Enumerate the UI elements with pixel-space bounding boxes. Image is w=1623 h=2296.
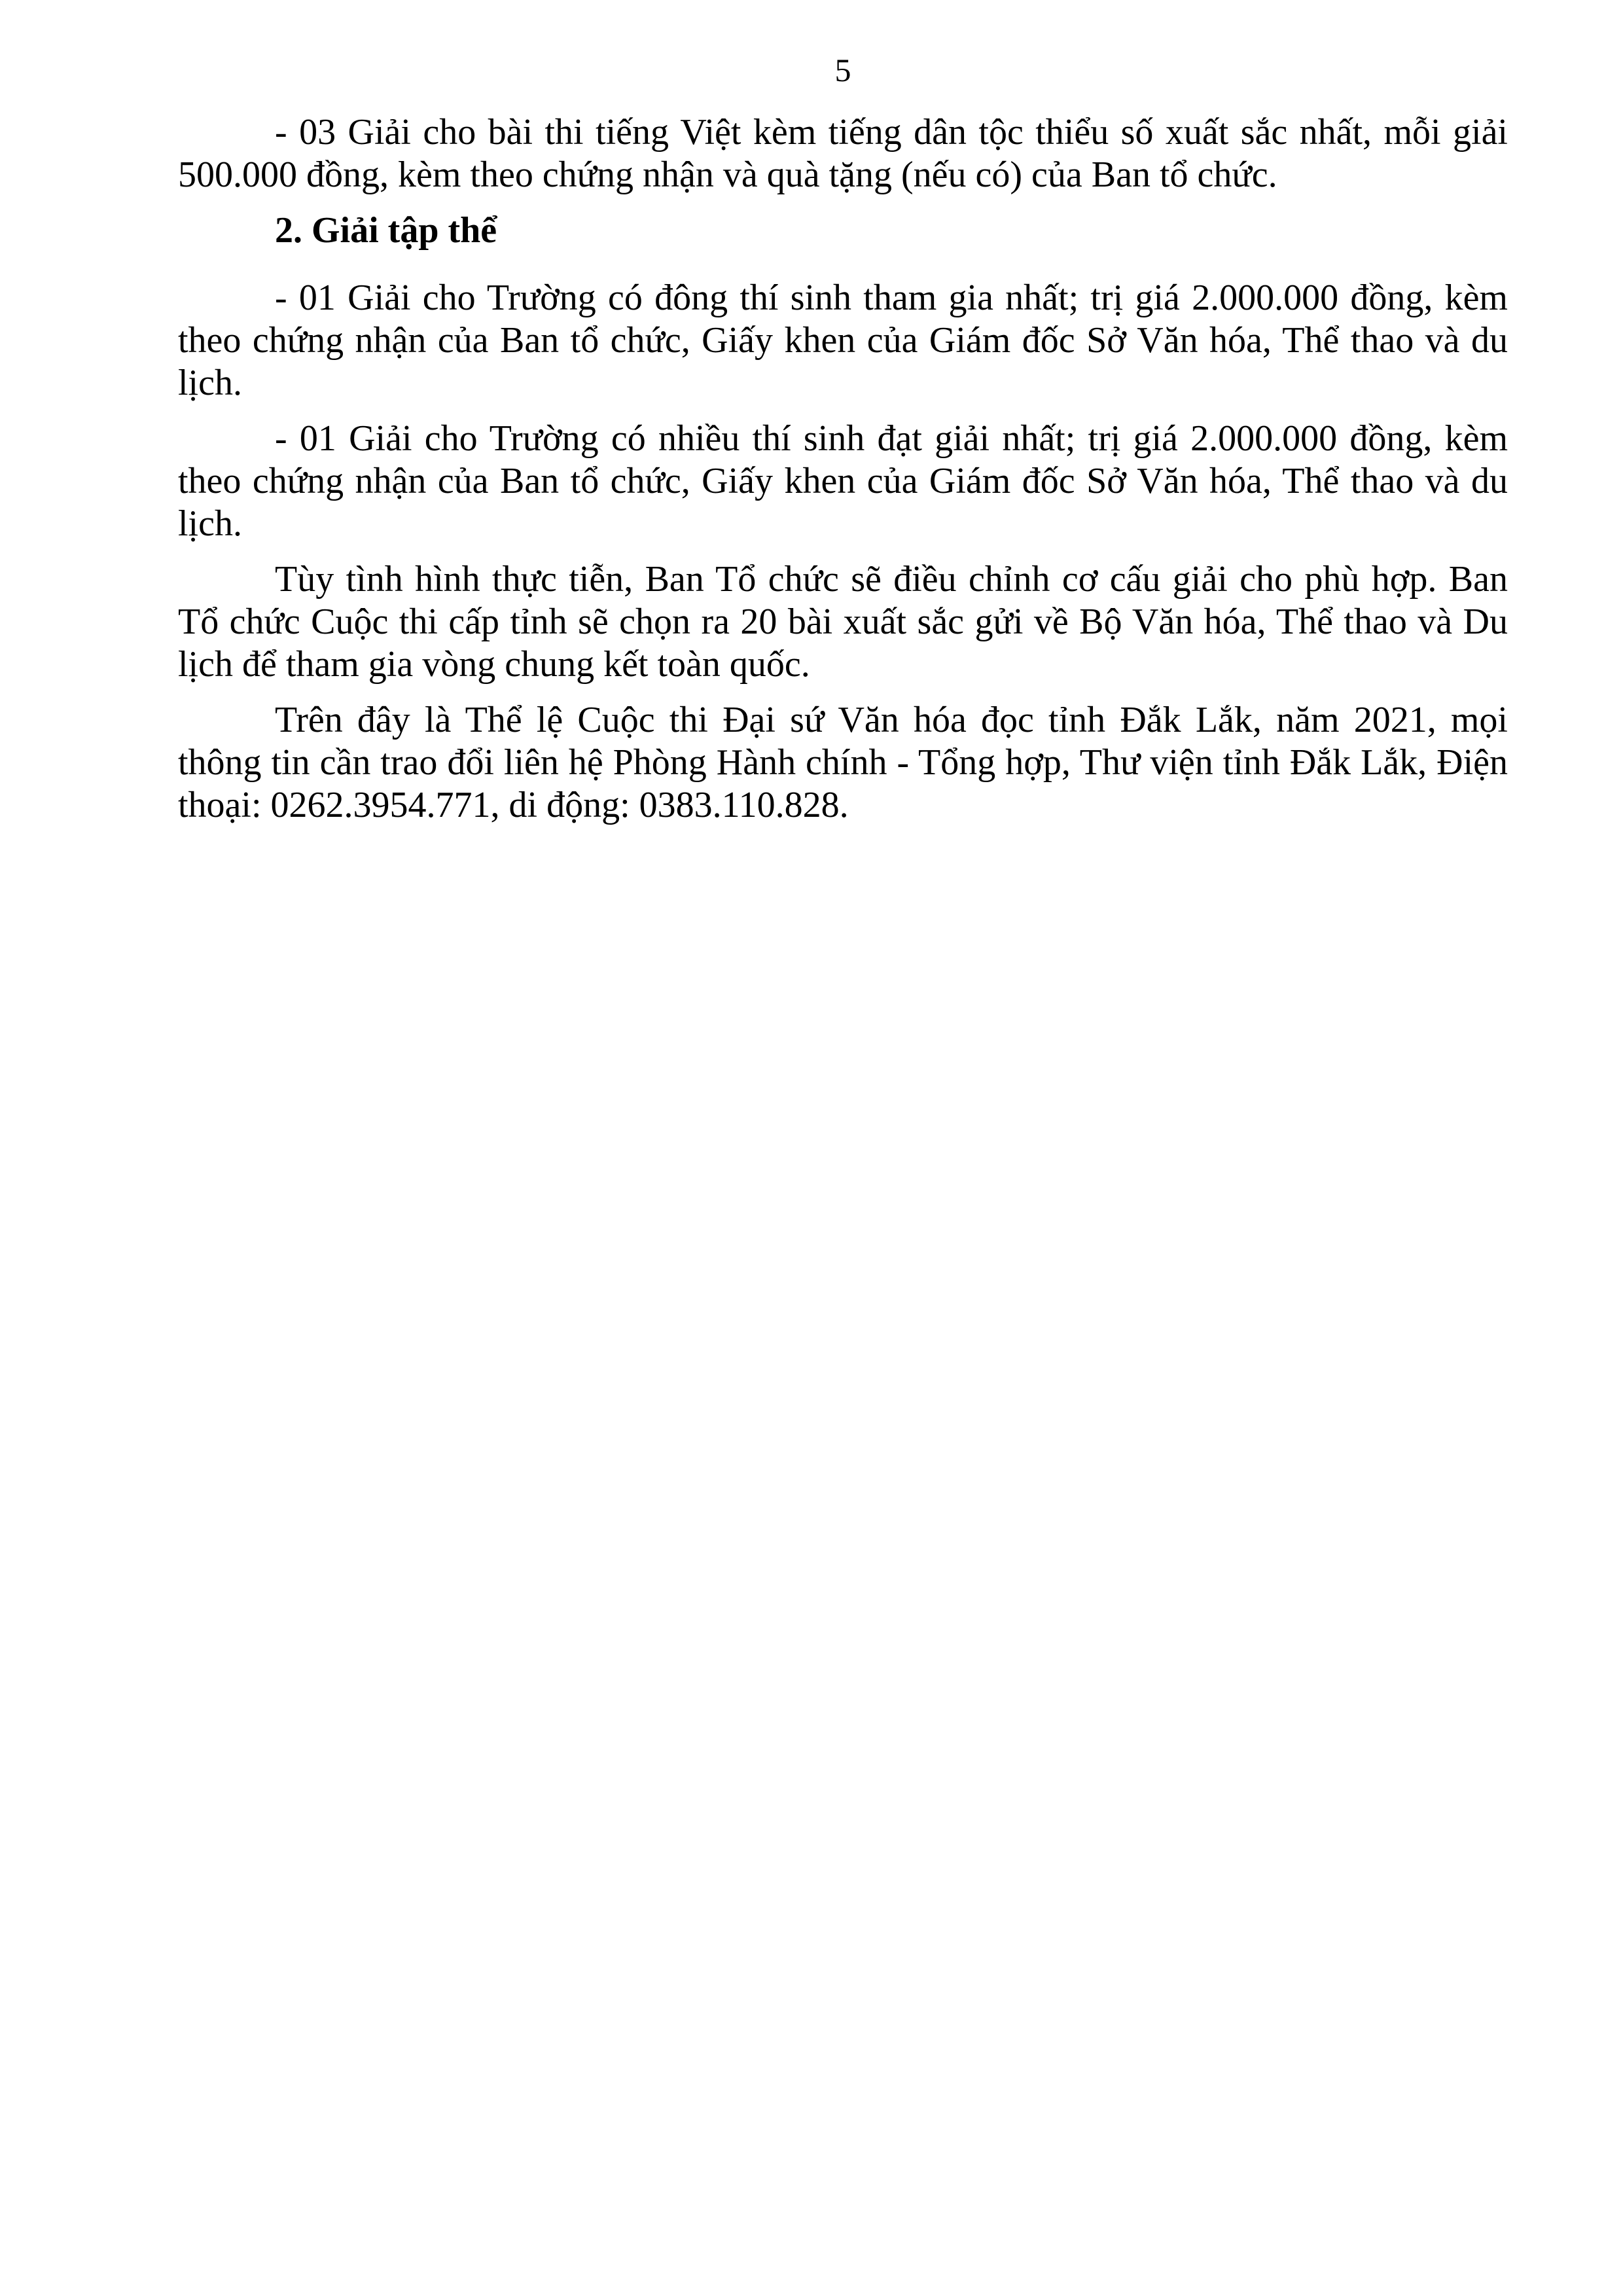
prize-minority-language-paragraph: - 03 Giải cho bài thi tiếng Việt kèm tiếng dân tộc thiểu số xuất sắc nhất, mỗi giải 500.000 đồng, kèm theo chứng nhận và quà tặng (nếu có) của Ban tổ chức.	[178, 112, 1508, 195]
prize-most-winners-paragraph: - 01 Giải cho Trường có nhiều thí sinh đạt giải nhất; trị giá 2.000.000 đồng, kèm theo chứng nhận của Ban tổ chức, Giấy khen của Giám đốc Sở Văn hóa, Thể thao và du lịch.	[178, 418, 1508, 544]
closing-contact-paragraph: Trên đây là Thể lệ Cuộc thi Đại sứ Văn hóa đọc tỉnh Đắk Lắk, năm 2021, mọi thông tin cần trao đổi liên hệ Phòng Hành chính - Tổng hợp, Thư viện tỉnh Đắk Lắk, Điện thoại: 0262.3954.771, di động: 0383.110.828.	[178, 700, 1508, 825]
page-number: 5	[834, 52, 851, 88]
adjustment-note-paragraph: Tùy tình hình thực tiễn, Ban Tổ chức sẽ điều chỉnh cơ cấu giải cho phù hợp. Ban Tổ chức Cuộc thi cấp tỉnh sẽ chọn ra 20 bài xuất sắc gửi về Bộ Văn hóa, Thể thao và Du lịch để tham gia vòng chung kết toàn quốc.	[178, 559, 1508, 685]
document-page	[178, 47, 1508, 840]
prize-most-participants-paragraph: - 01 Giải cho Trường có đông thí sinh tham gia nhất; trị giá 2.000.000 đồng, kèm theo chứng nhận của Ban tổ chức, Giấy khen của Giám đốc Sở Văn hóa, Thể thao và du lịch.	[178, 278, 1508, 403]
section-heading-collective-prizes: 2. Giải tập thể	[275, 210, 497, 251]
